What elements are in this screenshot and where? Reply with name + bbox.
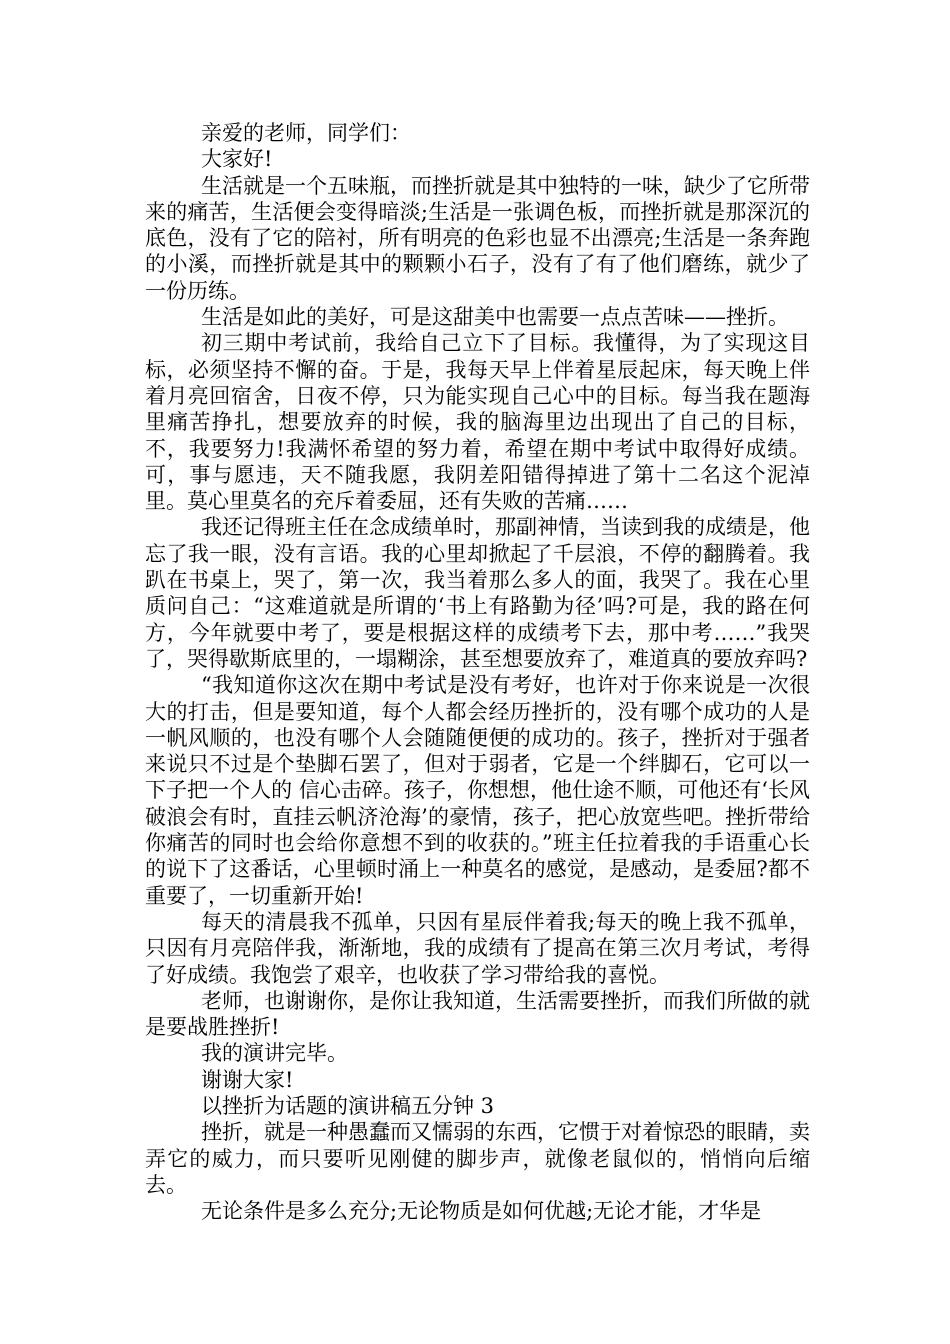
closing-thanks: 谢谢大家! [201, 1067, 294, 1092]
body-paragraph: 我还记得班主任在念成绩单时，那副神情，当读到我的成绩是，他忘了我一眼，没有言语。我的心里却掀起了千层浪，不停的翻腾着。我趴在书桌上，哭了，第一次，我当着那么多人的面，我哭了。我在心里质问自己：“这难道就是所谓的‘书上有路勤为径’吗?可是，我的路在何方，今年就要中考了，要是根据这样的成绩考下去，那中考……”我哭了，哭得歇斯底里的，一塌糊涂，甚至想要放弃了，难道真的要放弃吗? [145, 515, 810, 671]
body-paragraph: 挫折，就是一种愚蠢而又懦弱的东西，它惯于对着惊恐的眼睛，卖弄它的威力，而只要听见刚健的脚步声，就像老鼠似的，悄悄向后缩去。 [145, 1120, 810, 1197]
body-paragraph: 生活是如此的美好，可是这甜美中也需要一点点苦味——挫折。 [201, 305, 789, 330]
document-body [145, 120, 810, 1224]
salutation: 亲爱的老师，同学们： [201, 121, 411, 145]
body-paragraph: 生活就是一个五味瓶，而挫折就是其中独特的一味，缺少了它所带来的痛苦，生活便会变得暗淡;生活是一张调色板，而挫折就是那深沉的底色，没有了它的陪衬，所有明亮的色彩也显不出漂亮;生活是一条奔跑的小溪，而挫折就是其中的颗颗小石子，没有了有了他们磨练，就少了一份历练。 [145, 173, 810, 303]
closing-line: 我的演讲完毕。 [201, 1041, 348, 1066]
body-paragraph: 老师，也谢谢你，是你让我知道，生活需要挫折，而我们所做的就是要战胜挫折! [145, 988, 810, 1040]
section-heading: 以挫折为话题的演讲稿五分钟 3 [201, 1093, 495, 1118]
body-paragraph: “我知道你这次在期中考试是没有考好，也许对于你来说是一次很大的打击，但是要知道，每个人都会经历挫折的，没有哪个成功的人是一帆风顺的，也没有哪个人会随随便便的成功的。孩子，挫折对于强者来说只不过是个垫脚石罢了，但对于弱者，它是一个绊脚石，它可以一下子把一个人的 信心击碎。孩子，你想想，他仕途不顺，可他还有‘长风破浪会有时，直挂云帆济沧海’的豪情，孩子，把心放宽些吧。挫折带给你痛苦的同时也会给你意想不到的收获的。”班主任拉着我的手语重心长的说下了这番话，心里顿时涌上一种莫名的感觉，是感动，是委屈?都不重要了，一切重新开始! [145, 673, 810, 908]
body-paragraph: 初三期中考试前，我给自己立下了目标。我懂得，为了实现这目标，必须坚持不懈的奋。于是，我每天早上伴着星辰起床，每天晚上伴着月亮回宿舍，日夜不停，只为能实现自己心中的目标。每当我在题海里痛苦挣扎，想要放弃的时候，我的脑海里边出现出了自己的目标，不，我要努力!我满怀希望的努力着，希望在期中考试中取得好成绩。可，事与愿违，天不随我愿，我阴差阳错得掉进了第十二名这个泥淖里。莫心里莫名的充斥着委屈，还有失败的苦痛…… [145, 331, 810, 514]
body-paragraph: 无论条件是多么充分;无论物质是如何优越;无论才能，才华是 [201, 1199, 762, 1224]
greeting: 大家好! [201, 147, 273, 172]
body-paragraph: 每天的清晨我不孤单，只因有星辰伴着我;每天的晚上我不孤单，只因有月亮陪伴我，渐渐地，我的成绩有了提高在第三次月考试，考得了好成绩。我饱尝了艰辛，也收获了学习带给我的喜悦。 [145, 909, 810, 987]
